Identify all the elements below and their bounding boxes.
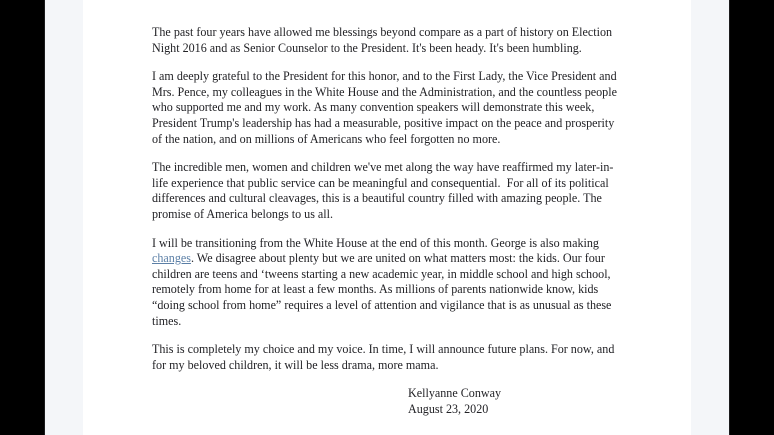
page-edge-line-right	[729, 0, 730, 435]
paragraph-4-text-after-link: . We disagree about plenty but we are united on what matters most: the kids. Our four children are teens and ‘tweens starting a new academic year, in middle school and high school, remotely from home for at least a few months. As millions of parents nationwide know, kids “doing school from home” requires a level of attention and vigilance that is as unusual as these times.	[152, 251, 615, 328]
paragraph-5: This is completely my choice and my voice. In time, I will announce future plans. For now, and for my beloved children, it will be less drama, more mama.	[152, 342, 618, 372]
signature-block	[152, 386, 623, 417]
document-body	[152, 25, 623, 417]
paragraph-4-text-before-link: I will be transitioning from the White House at the end of this month. George is also making	[152, 235, 602, 250]
paragraph-4	[152, 236, 623, 330]
page-margin-left	[45, 0, 83, 435]
signature-name: Kellyanne Conway	[408, 386, 502, 401]
page-margin-right	[691, 0, 729, 435]
letterbox-bar-left	[0, 0, 44, 435]
paragraph-1: The past four years have allowed me blessings beyond compare as a part of history on Election Night 2016 and as Senior Counselor to the President. It's been heady. It's been humbling.	[152, 25, 616, 55]
document-page	[83, 0, 691, 435]
letterbox-bar-right	[730, 0, 774, 435]
changes-link[interactable]: changes	[152, 251, 191, 266]
paragraph-3: The incredible men, women and children we've met along the way have reaffirmed my later-in-life experience that public service can be meaningful and consequential. For all of its political differences and cultural cleavages, this is a beautiful country filled with amazing people. The promise of America belongs to us all.	[152, 160, 614, 221]
signature-date: August 23, 2020	[408, 401, 489, 416]
paragraph-2: I am deeply grateful to the President for this honor, and to the First Lady, the Vice President and Mrs. Pence, my colleagues in the White House and the Administration, and the countless people who supported me and my work. As many convention speakers will demonstrate this week, President Trump's leadership has had a measurable, positive impact on the peace and prosperity of the nation, and on millions of Americans who feel forgotten no more.	[152, 69, 620, 146]
